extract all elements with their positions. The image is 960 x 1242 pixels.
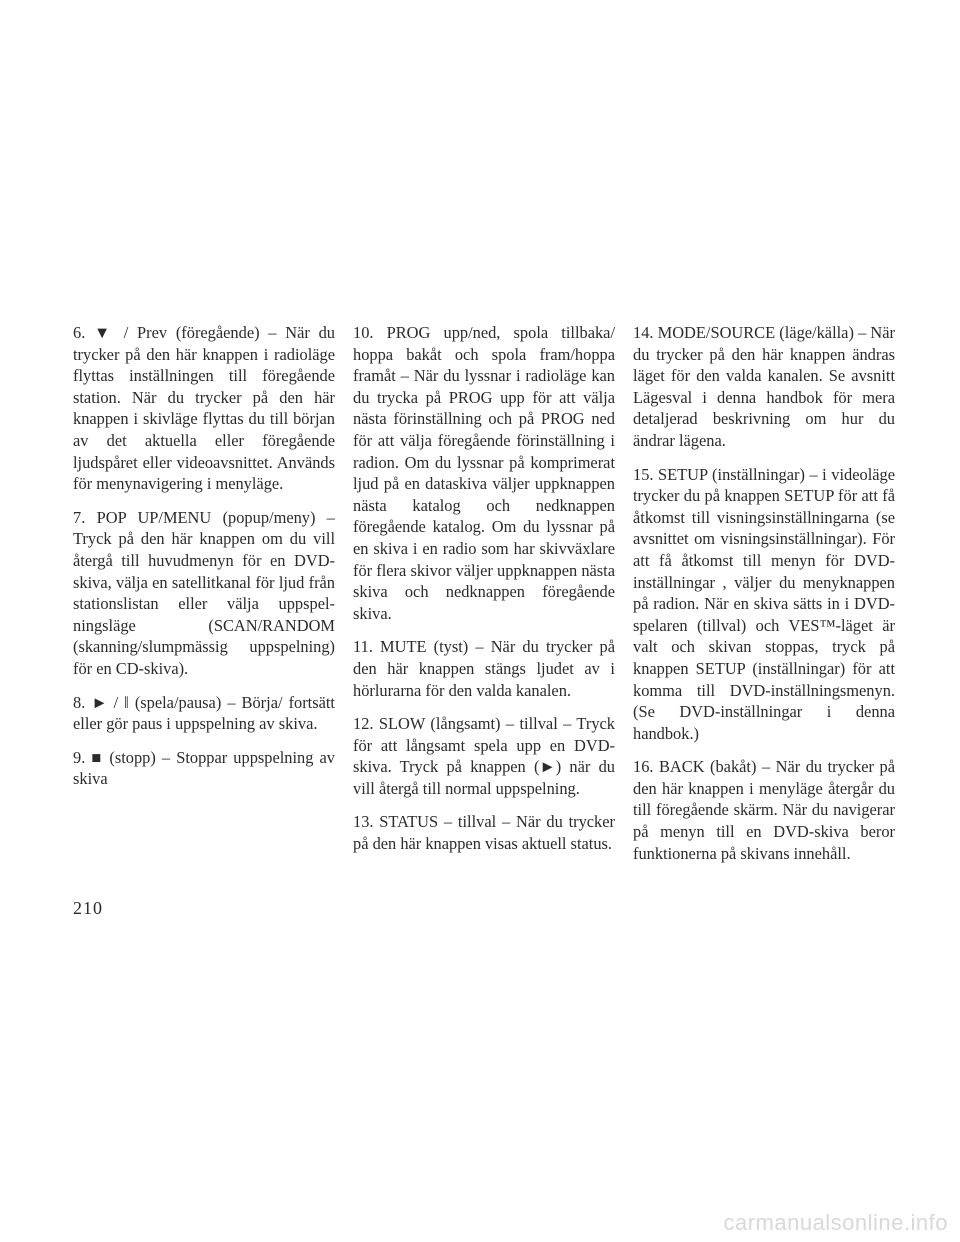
text-column-1	[73, 322, 335, 802]
item-12-slow-paragraph: 12. SLOW (långsamt) – tillval – Tryck för att långsamt spela upp en DVD-skiva. Tryck på knappen (►) när du vill återgå till normal uppspelning.	[353, 714, 615, 798]
item-14-mode-source-paragraph: 14. MODE/SOURCE (läge/källa) – När du trycker på den här knappen ändras läget för den valda kanalen. Se avsnitt Lägesval i denna handbok för mera detaljerad beskrivning om hur du ändrar lägena.	[633, 323, 895, 450]
text-column-3	[633, 322, 895, 876]
item-7-popup-menu-paragraph: 7. POP UP/MENU (popup/meny) – Tryck på den här knappen om du vill återgå till huvudmenyn för en DVD-skiva, välja en satellitkanal för ljud från stationslistan eller välja uppspelningsläge (SCAN/RANDOM (skanning/slumpmässig uppspelning) för en CD-skiva).	[73, 507, 335, 678]
item-16-back-paragraph: 16. BACK (bakåt) – När du trycker på den här knappen i menyläge återgår du till föregående skärm. När du navigerar på menyn till en DVD-skiva beror funktionerna på skivans innehåll.	[633, 757, 895, 863]
item-9-stop-paragraph: 9. ■ (stopp) – Stoppar uppspelning av skiva	[73, 747, 335, 789]
item-11-mute-paragraph: 11. MUTE (tyst) – När du trycker på den här knappen stängs ljudet av i hörlurarna för den valda kanalen.	[353, 637, 615, 700]
item-6-prev-paragraph: 6. ▼ / Prev (föregående) – När du trycker på den här knappen i radioläge flyttas inställningen till föregående station. När du trycker på den här knappen i skivläge flyttas du till början av det aktuella eller föregående ljudspåret eller videoavsnittet. Används för menynavigering i menyläge.	[73, 323, 335, 494]
watermark: carmanualsonline.info	[723, 1210, 948, 1235]
page-number: 210	[73, 898, 103, 918]
item-10-prog-paragraph: 10. PROG upp/ned, spola tillbaka/ hoppa bakåt och spola fram/hoppa framåt – När du lyssnar i radioläge kan du trycka på PROG upp för att välja nästa förinställning och på PROG ned för att välja föregående förinställning i radion. Om du lyssnar på komprimerat ljud på en dataskiva väljer uppknappen nästa katalog och nedknappen föregående katalog. Om du lyssnar på en skiva i en radio som har skivväxlare för flera skivor väljer uppknappen nästa skiva och nedknappen föregående skiva.	[353, 323, 615, 623]
text-column-2	[353, 322, 615, 867]
item-8-play-pause-paragraph: 8. ► / ‖ (spela/pausa) – Börja/ fortsätt eller gör paus i uppspelning av skiva.	[73, 692, 335, 734]
item-15-setup-paragraph: 15. SETUP (inställningar) – i videoläge trycker du på knappen SETUP för att få åtkomst till visningsinställningarna (se avsnittet om visningsinställningar). För att få åtkomst till menyn för DVD-inställningar , väljer du menyknappen på radion. När en skiva sätts in i DVD-spelaren (tillval) och VES™-läget är valt och skivan stoppas, tryck på knappen SETUP (inställningar) för att komma till DVD-inställningsmenyn. (Se DVD-inställningar i denna handbok.)	[633, 464, 895, 743]
item-13-status-paragraph: 13. STATUS – tillval – När du trycker på den här knappen visas aktuell status.	[353, 812, 615, 854]
